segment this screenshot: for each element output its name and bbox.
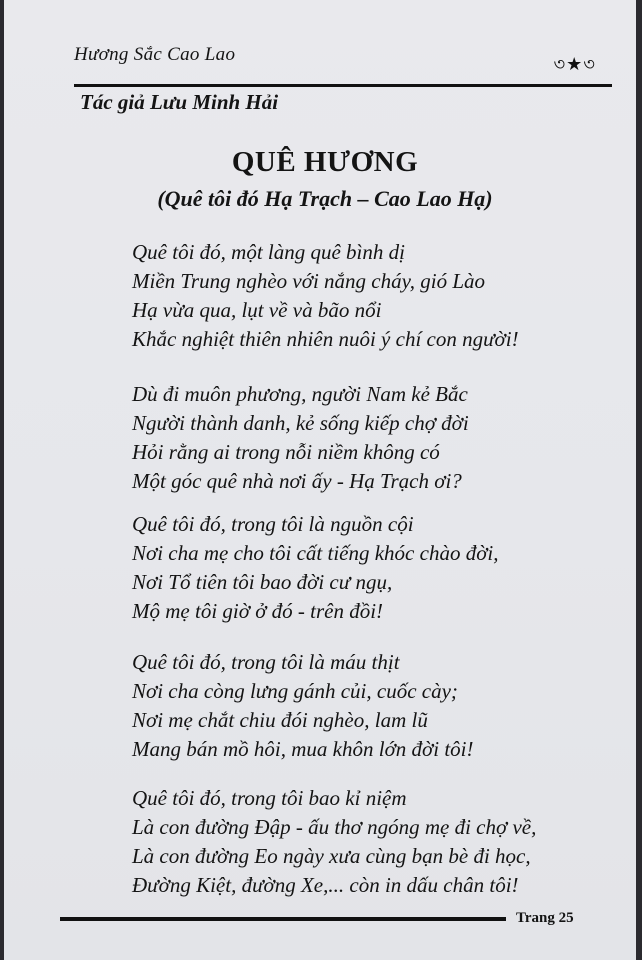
author-line: Tác giả Lưu Minh Hải xyxy=(80,90,279,114)
stanza-2 xyxy=(132,380,469,496)
poem-line: Hỏi rằng ai trong nỗi niềm không có xyxy=(132,440,440,464)
stanza-5 xyxy=(132,784,536,900)
footer-rule xyxy=(60,917,506,921)
ornament-icon: ৩★৩ xyxy=(553,54,596,74)
stanza-4 xyxy=(132,648,473,764)
poem-title: QUÊ HƯƠNG xyxy=(231,146,419,178)
poem-line: Quê tôi đó, trong tôi bao kỉ niệm xyxy=(132,786,407,810)
poem-line: Nơi cha mẹ cho tôi cất tiếng khóc chào đời, xyxy=(132,541,499,565)
poem-subtitle: (Quê tôi đó Hạ Trạch – Cao Lao Hạ) xyxy=(157,186,493,211)
poem-line: Một góc quê nhà nơi ấy - Hạ Trạch ơi? xyxy=(132,469,462,493)
running-header xyxy=(74,40,614,80)
poem-line: Dù đi muôn phương, người Nam kẻ Bắc xyxy=(132,382,468,406)
poem-line: Đường Kiệt, đường Xe,... còn in dấu chân tôi! xyxy=(132,873,519,897)
poem-line: Khắc nghiệt thiên nhiên nuôi ý chí con người! xyxy=(132,327,519,351)
poem-line: Nơi mẹ chắt chiu đói nghèo, lam lũ xyxy=(132,708,428,732)
poem-line: Quê tôi đó, trong tôi là nguồn cội xyxy=(132,512,414,536)
book-page xyxy=(4,0,636,960)
poem-line: Quê tôi đó, trong tôi là máu thịt xyxy=(132,650,400,674)
poem-line: Là con đường Đập - ấu thơ ngóng mẹ đi chợ về, xyxy=(132,815,537,839)
poem-line: Người thành danh, kẻ sống kiếp chợ đời xyxy=(132,411,469,435)
poem-line: Mộ mẹ tôi giờ ở đó - trên đồi! xyxy=(132,599,384,623)
poem-line: Hạ vừa qua, lụt về và bão nổi xyxy=(132,298,382,322)
page-number: Trang 25 xyxy=(516,910,574,926)
poem-line: Mang bán mồ hôi, mua khôn lớn đời tôi! xyxy=(132,737,474,761)
poem-line: Quê tôi đó, một làng quê bình dị xyxy=(132,240,405,264)
running-title: Hương Sắc Cao Lao xyxy=(74,44,236,65)
poem-line: Miền Trung nghèo với nắng cháy, gió Lào xyxy=(132,269,486,293)
poem-line: Là con đường Eo ngày xưa cùng bạn bè đi học, xyxy=(132,844,531,868)
poem-line: Nơi Tổ tiên tôi bao đời cư ngụ, xyxy=(132,570,393,594)
stanza-3 xyxy=(132,510,499,626)
header-rule xyxy=(74,84,612,87)
poem-line: Nơi cha còng lưng gánh củi, cuốc cày; xyxy=(132,679,458,703)
stanza-1 xyxy=(132,238,519,354)
